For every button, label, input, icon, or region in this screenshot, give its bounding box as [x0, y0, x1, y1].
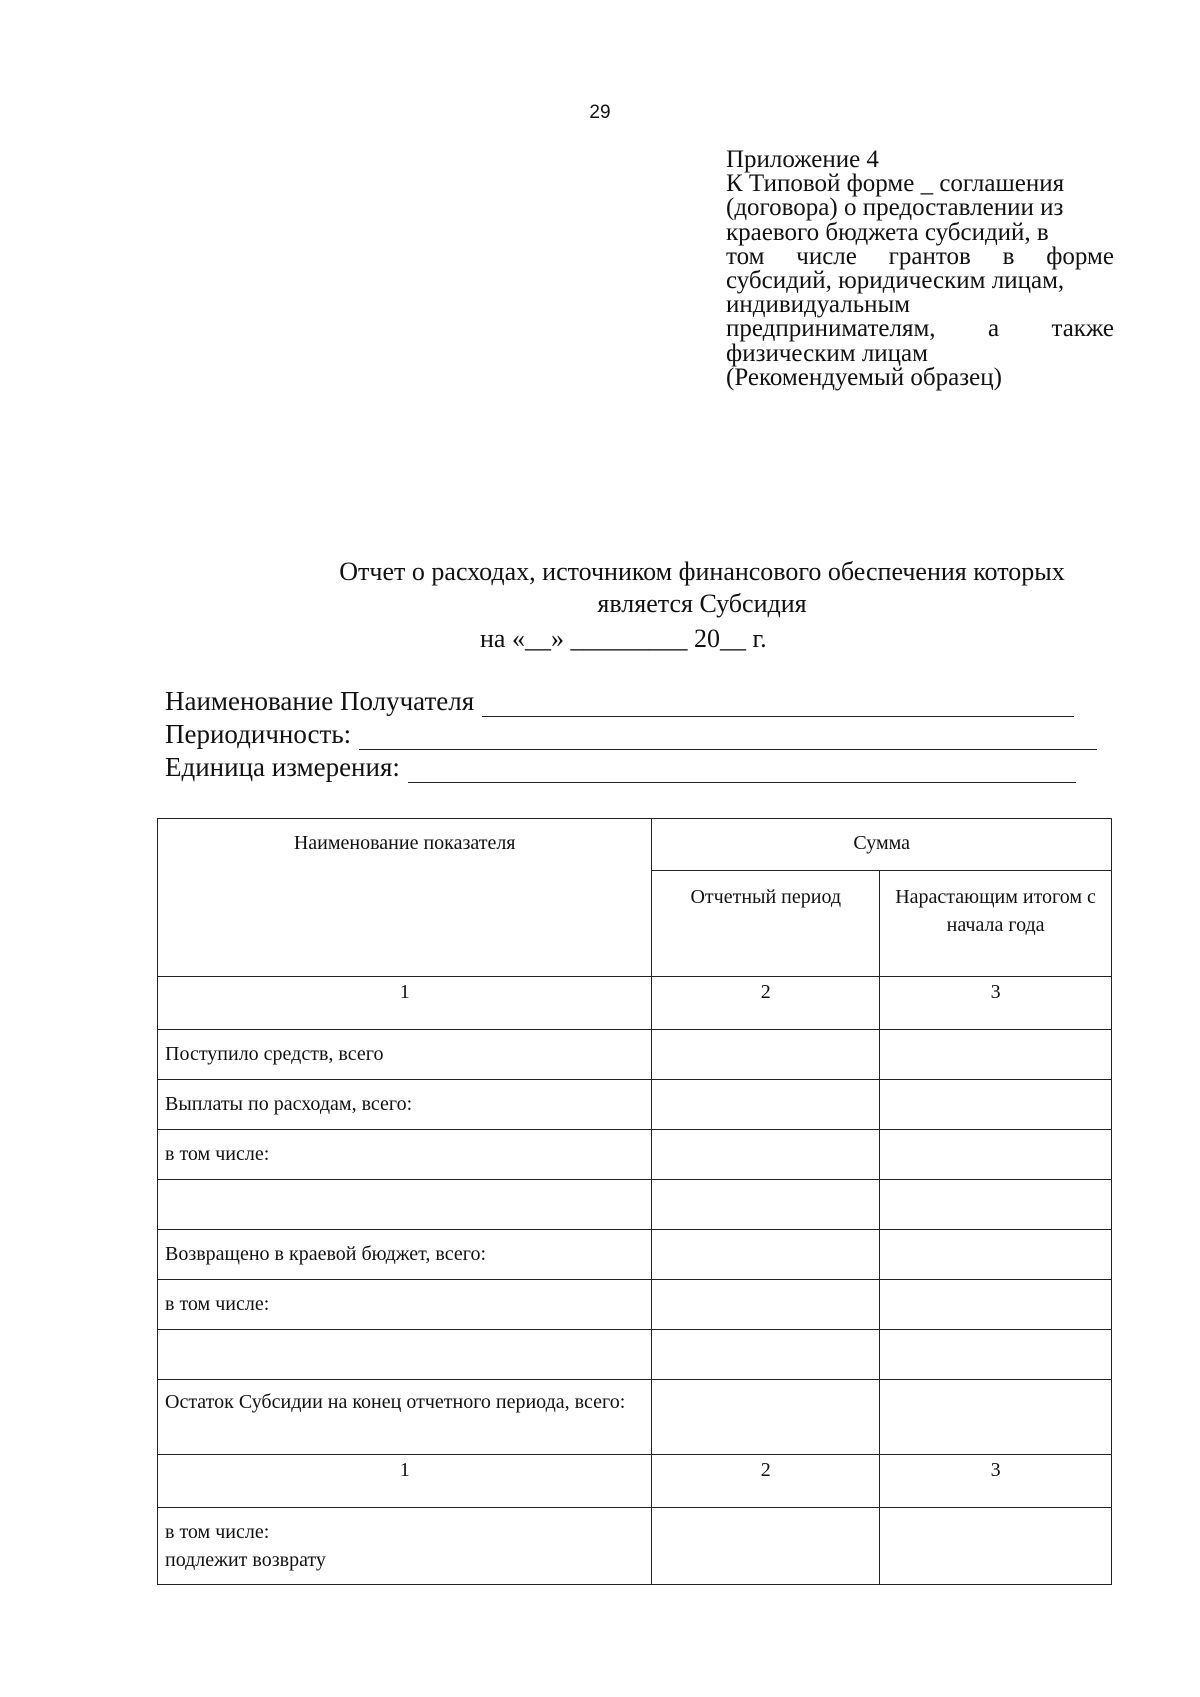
table-row: [158, 1080, 1112, 1130]
periodicity-label: Периодичность:: [165, 719, 352, 749]
table-row: [158, 1230, 1112, 1280]
row-label: Возвращено в краевой бюджет, всего:: [158, 1230, 652, 1280]
recipient-field: [165, 684, 1105, 717]
row-label: Выплаты по расходам, всего:: [158, 1080, 652, 1130]
cell-reporting-period[interactable]: [652, 1508, 880, 1585]
appendix-line: Приложение 4: [726, 146, 879, 173]
row-label: в том числе:: [158, 1130, 652, 1180]
word: также: [1051, 315, 1114, 343]
cell-reporting-period[interactable]: [652, 1030, 880, 1080]
cell-cumulative[interactable]: [880, 1030, 1112, 1080]
header-fields: [165, 684, 1105, 783]
column-number: 1: [158, 977, 652, 1030]
cell-reporting-period[interactable]: [652, 1380, 880, 1455]
report-table: [157, 818, 1112, 1585]
cell-reporting-period[interactable]: [652, 1180, 880, 1230]
row-label[interactable]: [158, 1180, 652, 1230]
row-label: в том числе:: [158, 1280, 652, 1330]
table-row: [158, 1508, 1112, 1585]
report-date: на «__» _________ 20__ г.: [480, 624, 767, 653]
column-number-row: [158, 1455, 1112, 1508]
appendix-line: К Типовой форме _ соглашения: [726, 170, 1065, 198]
word: форме: [1046, 242, 1114, 270]
column-number: 3: [880, 1455, 1112, 1508]
cell-cumulative[interactable]: [880, 1380, 1112, 1455]
appendix-line-justified: [726, 317, 1114, 341]
recipient-label: Наименование Получателя: [165, 686, 475, 716]
table-row: [158, 1330, 1112, 1380]
appendix-line: индивидуальным: [726, 291, 911, 319]
periodicity-blank[interactable]: [359, 722, 1097, 750]
unit-label: Единица измерения:: [165, 752, 400, 782]
appendix-line: (договора) о предоставлении из: [726, 194, 1064, 222]
cell-reporting-period[interactable]: [652, 1230, 880, 1280]
word: том: [726, 242, 765, 270]
column-number: 1: [158, 1455, 652, 1508]
header-reporting-period: Отчетный период: [652, 871, 880, 977]
table-row: [158, 1130, 1112, 1180]
header-cumulative: Нарастающим итогом с начала года: [880, 871, 1112, 977]
row-label: [158, 1508, 652, 1585]
periodicity-field: [165, 717, 1105, 750]
report-title-line2: является Субсидия: [597, 589, 807, 618]
report-title-line1: Отчет о расходах, источником финансового обеспечения которых: [339, 557, 1065, 586]
table-row: [158, 1280, 1112, 1330]
table-row: [158, 1180, 1112, 1230]
report-title: [232, 556, 1172, 620]
row-label: Остаток Субсидии на конец отчетного периода, всего:: [158, 1380, 652, 1455]
page-number: 29: [589, 102, 611, 123]
row-label[interactable]: [158, 1330, 652, 1380]
column-number: 2: [652, 1455, 880, 1508]
header-sum: Сумма: [652, 819, 1112, 871]
column-number-row: [158, 977, 1112, 1030]
cell-cumulative[interactable]: [880, 1180, 1112, 1230]
word: в: [1002, 242, 1015, 270]
appendix-note: [726, 148, 1114, 390]
cell-cumulative[interactable]: [880, 1508, 1112, 1585]
unit-field: [165, 750, 1105, 783]
unit-blank[interactable]: [408, 755, 1076, 783]
word: а: [987, 315, 1000, 343]
column-number: 3: [880, 977, 1112, 1030]
table-header-row: [158, 819, 1112, 871]
cell-cumulative[interactable]: [880, 1130, 1112, 1180]
cell-reporting-period[interactable]: [652, 1080, 880, 1130]
column-number: 2: [652, 977, 880, 1030]
cell-reporting-period[interactable]: [652, 1280, 880, 1330]
row-label-line: в том числе:: [165, 1521, 270, 1543]
word: грантов: [888, 242, 971, 270]
row-label: Поступило средств, всего: [158, 1030, 652, 1080]
recipient-blank[interactable]: [482, 689, 1074, 717]
cell-reporting-period[interactable]: [652, 1130, 880, 1180]
appendix-line-justified: [726, 242, 1114, 270]
table-row: [158, 1030, 1112, 1080]
appendix-line: (Рекомендуемый образец): [726, 363, 1002, 391]
table-row: [158, 1380, 1112, 1455]
header-indicator: Наименование показателя: [158, 819, 652, 977]
cell-cumulative[interactable]: [880, 1280, 1112, 1330]
appendix-line: субсидий, юридическим лицам,: [726, 267, 1065, 295]
cell-cumulative[interactable]: [880, 1330, 1112, 1380]
cell-reporting-period[interactable]: [652, 1330, 880, 1380]
row-label-line: подлежит возврату: [165, 1549, 326, 1571]
word: числе: [796, 242, 857, 270]
cell-cumulative[interactable]: [880, 1230, 1112, 1280]
word: предпринимателям,: [726, 315, 936, 343]
cell-cumulative[interactable]: [880, 1080, 1112, 1130]
appendix-line: физическим лицам: [726, 339, 928, 367]
appendix-line: краевого бюджета субсидий, в: [726, 218, 1049, 246]
